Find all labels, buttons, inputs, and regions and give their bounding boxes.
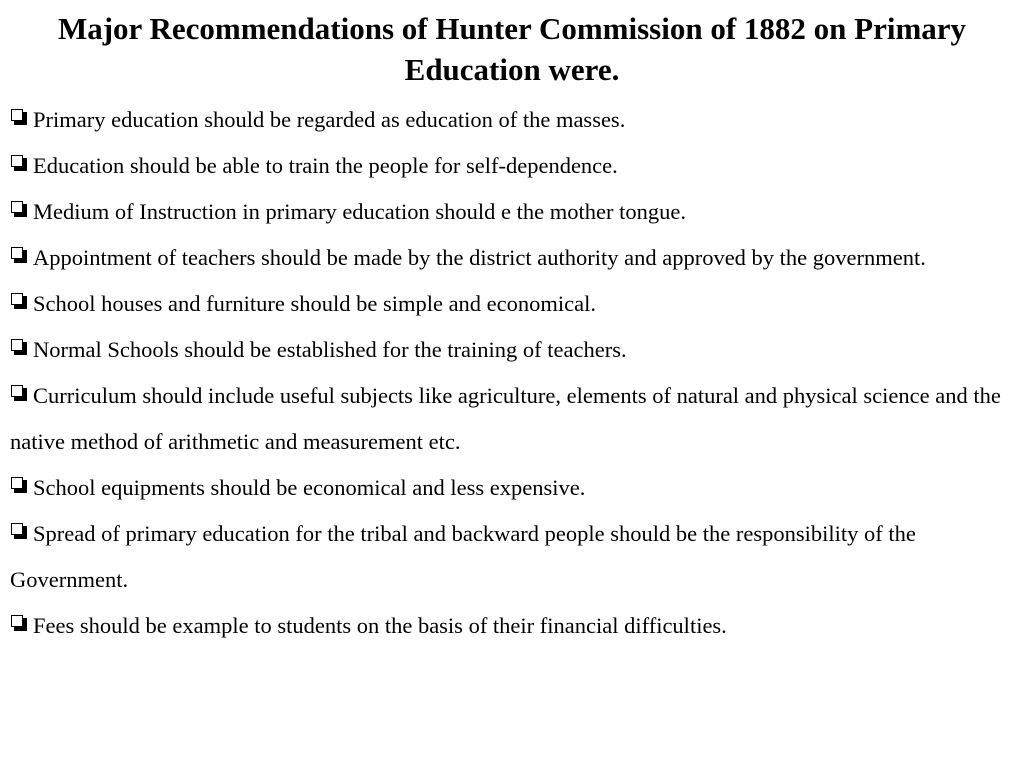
shadowed-square-bullet-icon [10,476,30,496]
list-item [10,281,1016,327]
list-item-text: Curriculum should include useful subjects like agriculture, elements of natural and physical science and the native method of arithmetic and measurement etc. [10,383,1001,454]
list-item-text: Fees should be example to students on the basis of their financial difficulties. [33,613,727,638]
list-item [10,511,1016,603]
shadowed-square-bullet-icon [10,338,30,358]
shadowed-square-bullet-icon [10,384,30,404]
list-item [10,189,1016,235]
list-item-text: Primary education should be regarded as education of the masses. [33,107,626,132]
list-item [10,465,1016,511]
list-item [10,373,1016,465]
list-item-text: Normal Schools should be established for the training of teachers. [33,337,627,362]
list-item-text: School houses and furniture should be simple and economical. [33,291,597,316]
list-item-text: Education should be able to train the people for self-dependence. [33,153,618,178]
shadowed-square-bullet-icon [10,614,30,634]
shadowed-square-bullet-icon [10,522,30,542]
shadowed-square-bullet-icon [10,154,30,174]
list-item [10,327,1016,373]
list-item [10,603,1016,649]
list-item [10,143,1016,189]
list-item-text: School equipments should be economical and less expensive. [33,475,586,500]
shadowed-square-bullet-icon [10,200,30,220]
shadowed-square-bullet-icon [10,246,30,266]
list-item-text: Medium of Instruction in primary education should e the mother tongue. [33,199,686,224]
list-item [10,97,1016,143]
list-item-text: Appointment of teachers should be made by the district authority and approved by the government. [33,245,926,270]
list-item [10,235,1016,281]
shadowed-square-bullet-icon [10,108,30,128]
recommendations-list [10,97,1016,649]
list-item-text: Spread of primary education for the tribal and backward people should be the responsibility of the Government. [10,521,916,592]
shadowed-square-bullet-icon [10,292,30,312]
slide-title: Major Recommendations of Hunter Commission of 1882 on Primary Education were. [57,11,967,87]
